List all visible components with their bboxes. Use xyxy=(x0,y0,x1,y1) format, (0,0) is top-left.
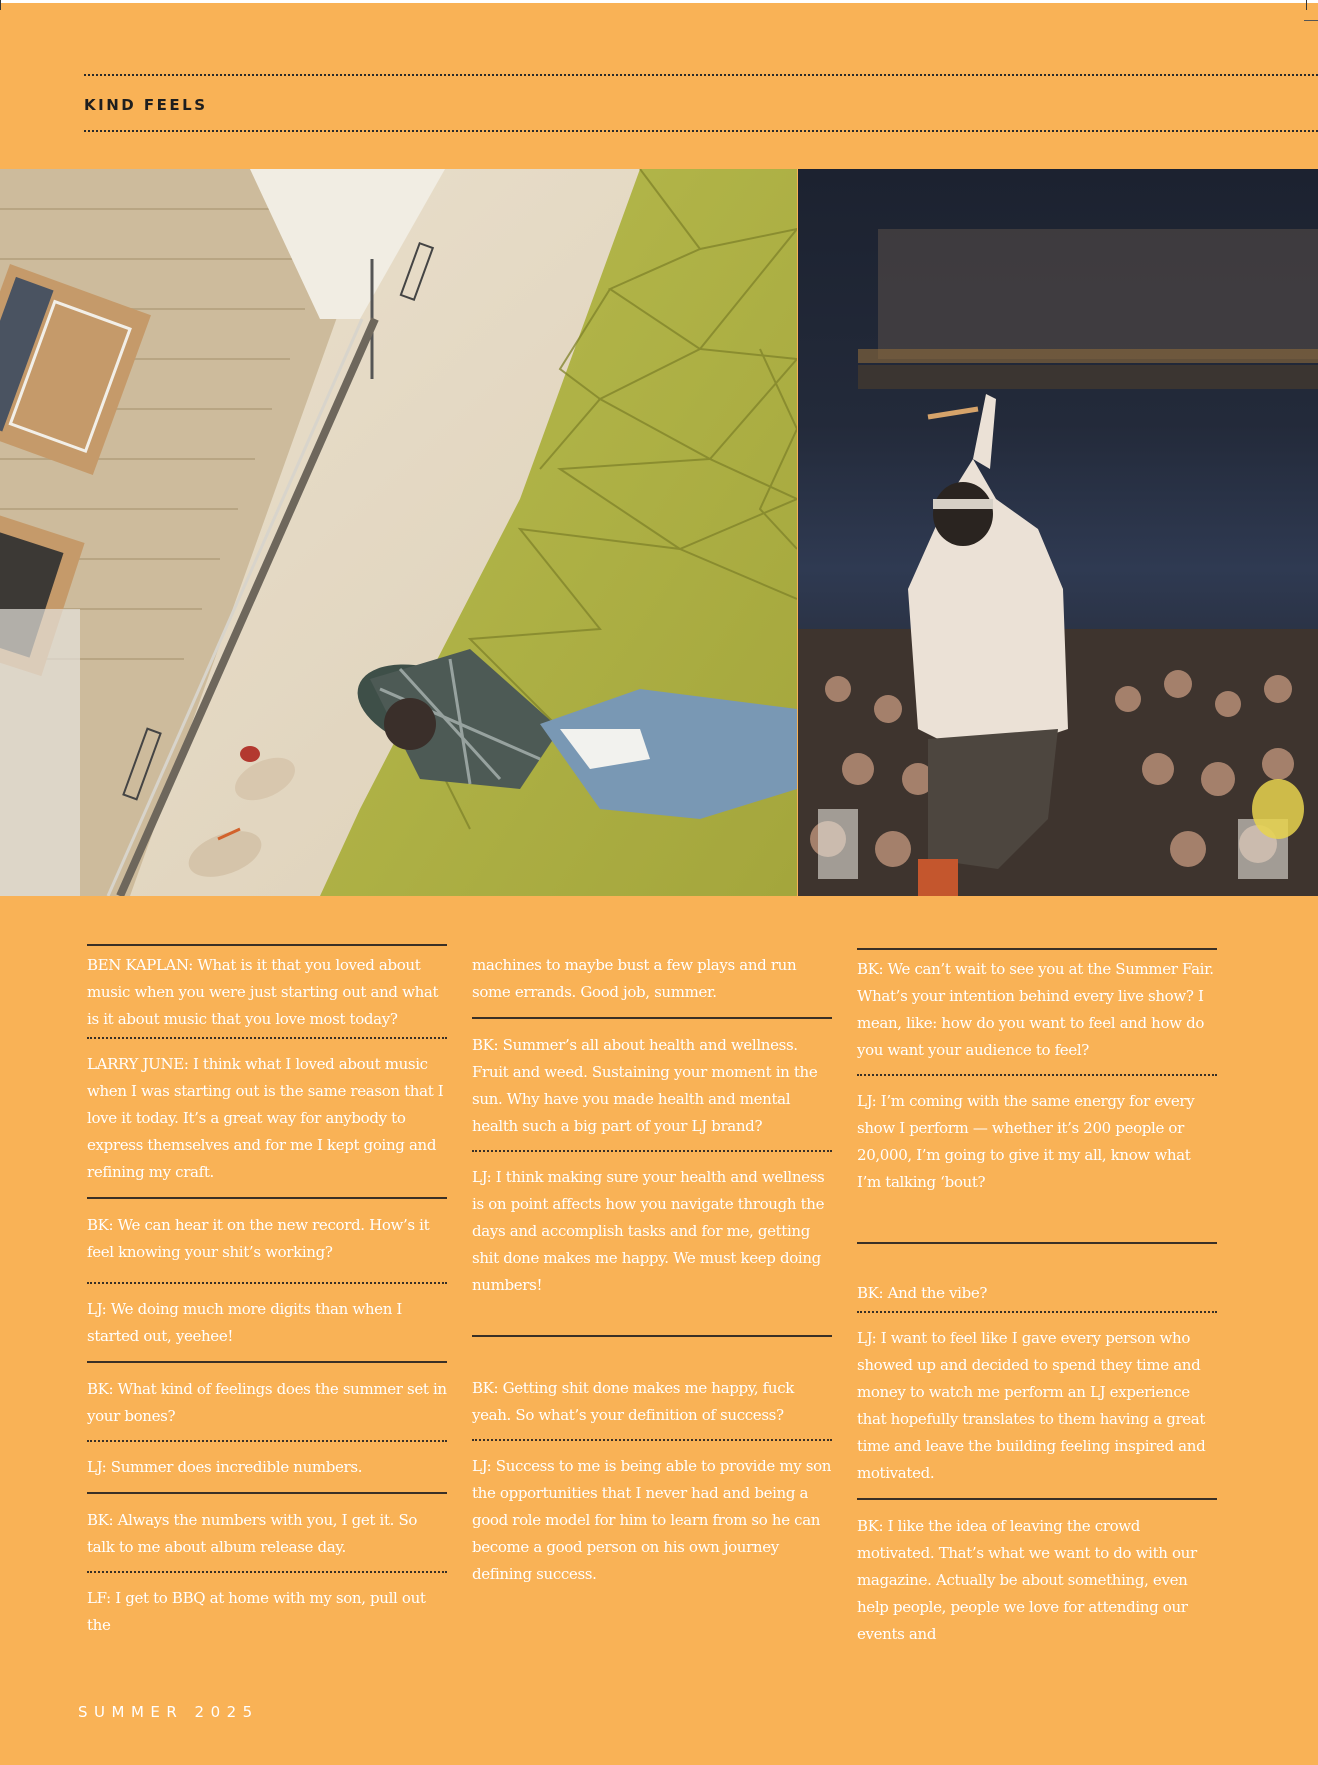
solid-rule xyxy=(87,1361,447,1363)
answer-paragraph: LJ: We doing much more digits than when I started out, yeehee! xyxy=(87,1300,403,1345)
dotted-rule xyxy=(857,1074,1217,1076)
answer-paragraph: LJ: I’m coming with the same energy for every show I perform — whether it’s 200 people or 20,000, I’m going to give it my all, know what I’m talking ‘bout? xyxy=(857,1092,1195,1191)
interview-column-1 xyxy=(87,944,447,1639)
question-paragraph: BK: Summer’s all about health and wellness. Fruit and weed. Sustaining your moment in the sun. Why have you made health and mental health such a big part of your LJ brand? xyxy=(472,1036,818,1135)
question-paragraph: BEN KAPLAN: What is it that you loved about music when you were just starting out and what is it about music that you love most today? xyxy=(87,956,439,1028)
photo-concert xyxy=(798,169,1318,896)
header-bottom-dotted-rule xyxy=(84,130,1318,132)
crop-mark-left xyxy=(0,0,1,10)
answer-continuation: machines to maybe bust a few plays and run some errands. Good job, summer. xyxy=(472,956,797,1001)
section-label: KIND FEELS xyxy=(84,96,208,114)
crop-mark-right xyxy=(1306,0,1307,10)
question-paragraph: BK: We can’t wait to see you at the Summer Fair. What’s your intention behind every live show? I mean, like: how do you want to feel and how do you want your audience to feel? xyxy=(857,960,1214,1059)
solid-rule xyxy=(87,944,447,946)
question-paragraph: BK: Always the numbers with you, I get it. So talk to me about album release day. xyxy=(87,1511,418,1556)
question-paragraph: BK: I like the idea of leaving the crowd motivated. That’s what we want to do with our magazine. Actually be about something, even help people, people we love for attending our events and xyxy=(857,1517,1197,1643)
dotted-rule xyxy=(857,1311,1217,1313)
question-paragraph: BK: And the vibe? xyxy=(857,1284,988,1302)
page-top-edge xyxy=(0,0,1318,3)
solid-rule xyxy=(472,1017,832,1019)
crop-mark-right-horizontal xyxy=(1304,20,1318,21)
solid-rule xyxy=(857,1498,1217,1500)
issue-footer: SUMMER 2025 xyxy=(78,1703,259,1721)
answer-paragraph: LJ: Success to me is being able to provide my son the opportunities that I never had and being a good role model for him to learn from so he can become a good person on his own journey defining success. xyxy=(472,1457,832,1583)
question-paragraph: BK: Getting shit done makes me happy, fuck yeah. So what’s your definition of success? xyxy=(472,1379,794,1424)
photo-sofa-illustration xyxy=(0,169,797,896)
solid-rule xyxy=(87,1197,447,1199)
dotted-rule xyxy=(87,1037,447,1039)
dotted-rule xyxy=(87,1440,447,1442)
dotted-rule xyxy=(472,1150,832,1152)
question-paragraph: BK: We can hear it on the new record. How’s it feel knowing your shit’s working? xyxy=(87,1216,430,1261)
answer-paragraph: LARRY JUNE: I think what I loved about music when I was starting out is the same reason that I love it today. It’s a great way for anybody to express themselves and for me I kept going and refining my craft. xyxy=(87,1055,444,1181)
solid-rule xyxy=(857,1242,1217,1244)
answer-paragraph: LJ: I think making sure your health and wellness is on point affects how you navigate through the days and accomplish tasks and for me, getting shit done makes me happy. We must keep doing numbers! xyxy=(472,1168,825,1294)
solid-rule xyxy=(472,1335,832,1337)
photo-sofa xyxy=(0,169,797,896)
solid-rule xyxy=(87,1492,447,1494)
answer-paragraph: LF: I get to BBQ at home with my son, pull out the xyxy=(87,1589,426,1634)
answer-paragraph: LJ: I want to feel like I gave every person who showed up and decided to spend they time and money to watch me perform an LJ experience that hopefully translates to them having a great time and leave the building feeling inspired and motivated. xyxy=(857,1329,1206,1482)
dotted-rule xyxy=(472,1439,832,1441)
interview-column-2 xyxy=(472,952,832,1588)
dotted-rule xyxy=(87,1282,447,1284)
header-top-dotted-rule xyxy=(84,74,1318,76)
dotted-rule xyxy=(87,1571,447,1573)
photo-concert-illustration xyxy=(798,169,1318,896)
interview-column-3 xyxy=(857,948,1217,1648)
question-paragraph: BK: What kind of feelings does the summer set in your bones? xyxy=(87,1380,447,1425)
solid-rule xyxy=(857,948,1217,950)
answer-paragraph: LJ: Summer does incredible numbers. xyxy=(87,1458,363,1476)
